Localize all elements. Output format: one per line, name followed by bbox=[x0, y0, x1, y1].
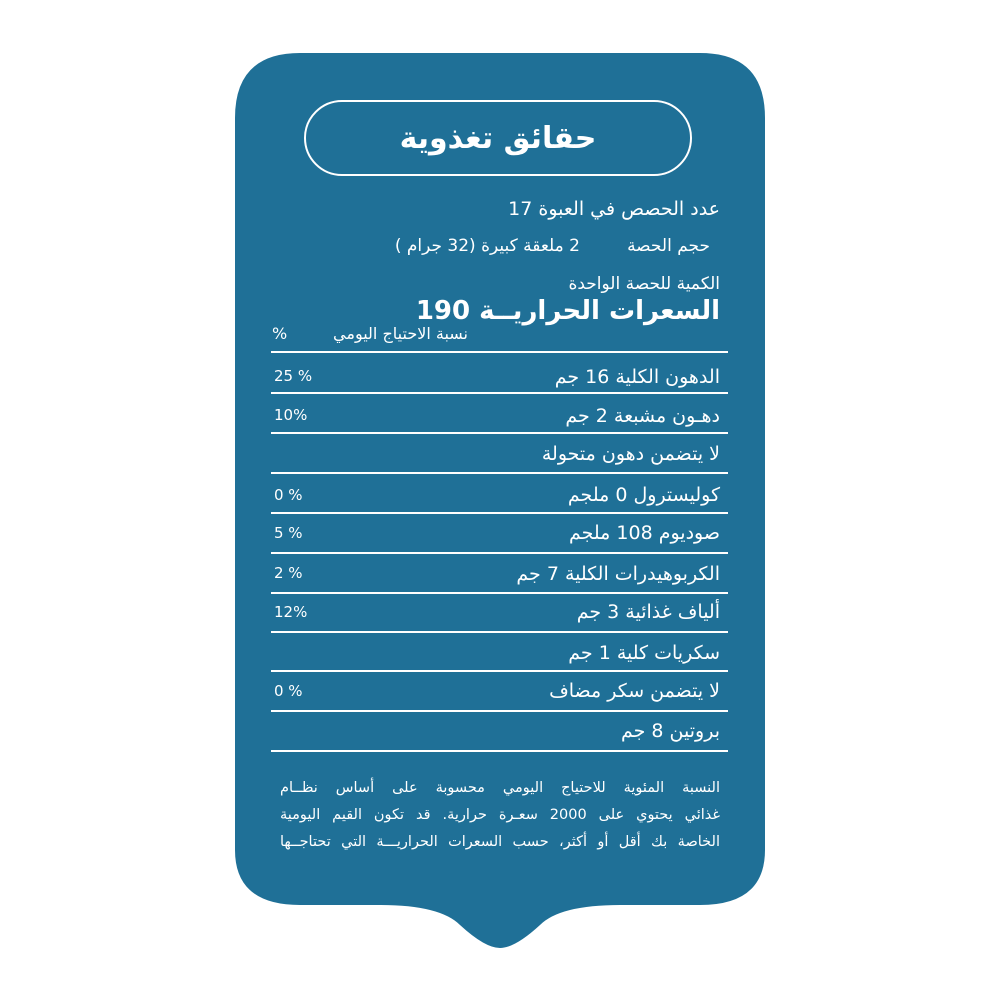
row-label-dietary-fiber: ألياف غذائية 3 جم bbox=[576, 601, 720, 623]
serving-size-value: 2 ملعقة كبيرة (32 جرام ) bbox=[394, 236, 580, 256]
divider bbox=[271, 710, 728, 712]
amount-per-serving: الكمية للحصة الواحدة bbox=[568, 274, 720, 294]
divider bbox=[271, 351, 728, 353]
row-label-protein: بروتين 8 جم bbox=[620, 720, 720, 742]
row-label-cholesterol: كوليسترول 0 ملجم bbox=[567, 484, 720, 506]
row-pct-cholesterol: 0 % bbox=[274, 486, 303, 504]
divider bbox=[271, 750, 728, 752]
daily-value-header: نسبة الاحتياج اليومي bbox=[333, 324, 468, 343]
row-label-sodium: صوديوم 108 ملجم bbox=[568, 522, 720, 544]
divider bbox=[271, 472, 728, 474]
footnote-line: الخاصة بك أقل أو أكثر، حسب السعرات الحراريـــة التي تحتاجــها bbox=[280, 834, 720, 850]
divider bbox=[271, 432, 728, 434]
servings-per-container: عدد الحصص في العبوة 17 bbox=[508, 198, 720, 220]
row-label-total-fat: الدهون الكلية 16 جم bbox=[554, 366, 720, 388]
row-label-total-sugars: سكريات كلية 1 جم bbox=[568, 642, 720, 664]
row-label-total-carbs: الكربوهيدرات الكلية 7 جم bbox=[516, 563, 720, 585]
row-label-added-sugar: لا يتضمن سكر مضاف bbox=[549, 680, 720, 702]
divider bbox=[271, 670, 728, 672]
divider bbox=[271, 512, 728, 514]
row-pct-total-carbs: 2 % bbox=[274, 564, 303, 582]
row-pct-dietary-fiber: 12% bbox=[274, 603, 308, 621]
divider bbox=[271, 631, 728, 633]
row-label-trans-fat: لا يتضمن دهون متحولة bbox=[541, 443, 720, 465]
row-pct-sodium: 5 % bbox=[274, 524, 303, 542]
footnote-line: غذائي يحتوي على 2000 سعـرة حرارية. قد تكون القيم اليومية bbox=[280, 807, 720, 823]
row-pct-saturated-fat: 10% bbox=[274, 406, 308, 424]
serving-size-label: حجم الحصة bbox=[627, 236, 710, 256]
row-pct-total-fat: 25 % bbox=[274, 367, 313, 385]
title-pill bbox=[304, 100, 692, 176]
footnote-line: النسبة المئوية للاحتياج اليومي محسوبة على أساس نظــام bbox=[280, 780, 720, 796]
title-text: حقائق تغذوية bbox=[399, 120, 597, 156]
divider bbox=[271, 392, 728, 394]
divider bbox=[271, 552, 728, 554]
daily-value-symbol: % bbox=[272, 324, 288, 343]
row-label-saturated-fat: دهـون مشبعة 2 جم bbox=[565, 405, 720, 427]
calories: السعرات الحراريــة 190 bbox=[415, 296, 720, 326]
footnote bbox=[280, 775, 720, 856]
divider bbox=[271, 592, 728, 594]
row-pct-added-sugar: 0 % bbox=[274, 682, 303, 700]
